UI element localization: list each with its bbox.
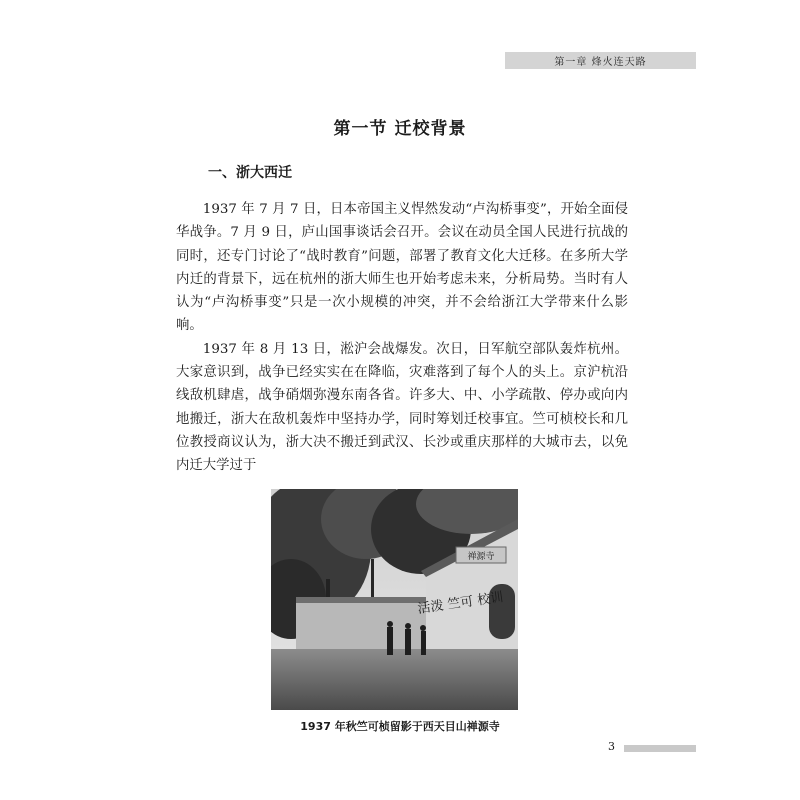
paragraph: 1937 年 7 月 7 日，日本帝国主义悍然发动“卢沟桥事变”，开始全面侵华战争。7 月 9 日，庐山国事谈话会召开。会议在动员全国人民进行抗战的同时，还专门讨论了“战时教育”问题，部署了教育文化大迁移。在多所大学内迁的背景下，远在杭州的浙大师生也开始考虑未来，分析局势。当时有人认为“卢沟桥事变”只是一次小规模的冲突，并不会给浙江大学带来什么影响。 (176, 202, 628, 334)
photo-caption: 1937 年秋竺可桢留影于西天目山禅源寺 (300, 720, 500, 733)
chapter-title: 第一章 烽火连天路 (554, 57, 647, 68)
wall-inscription: 活泼 竺可 校训 (416, 590, 505, 617)
chapter-header-bar (505, 52, 696, 69)
subsection-title: 一、浙大西迁 (208, 165, 292, 181)
temple-sign: 禅源寺 (467, 552, 495, 562)
body-text (176, 198, 628, 478)
historical-photo (271, 489, 518, 710)
page-number: 3 (608, 740, 615, 753)
paragraph: 1937 年 8 月 13 日，淞沪会战爆发。次日，日军航空部队轰炸杭州。大家意识到，战争已经实实在在降临，灾难落到了每个人的头上。京沪杭沿线敌机肆虐，战争硝烟弥漫东南各省。许多大、中、小学疏散、停办或向内地搬迁，浙大在敌机轰炸中坚持办学，同时筹划迁校事宜。竺可桢校长和几位教授商议认为，浙大决不搬迁到武汉、长沙或重庆那样的大城市去，以免内迁大学过于 (176, 341, 628, 474)
section-title: 第一节 迁校背景 (333, 119, 467, 139)
footer-bar (624, 745, 696, 752)
